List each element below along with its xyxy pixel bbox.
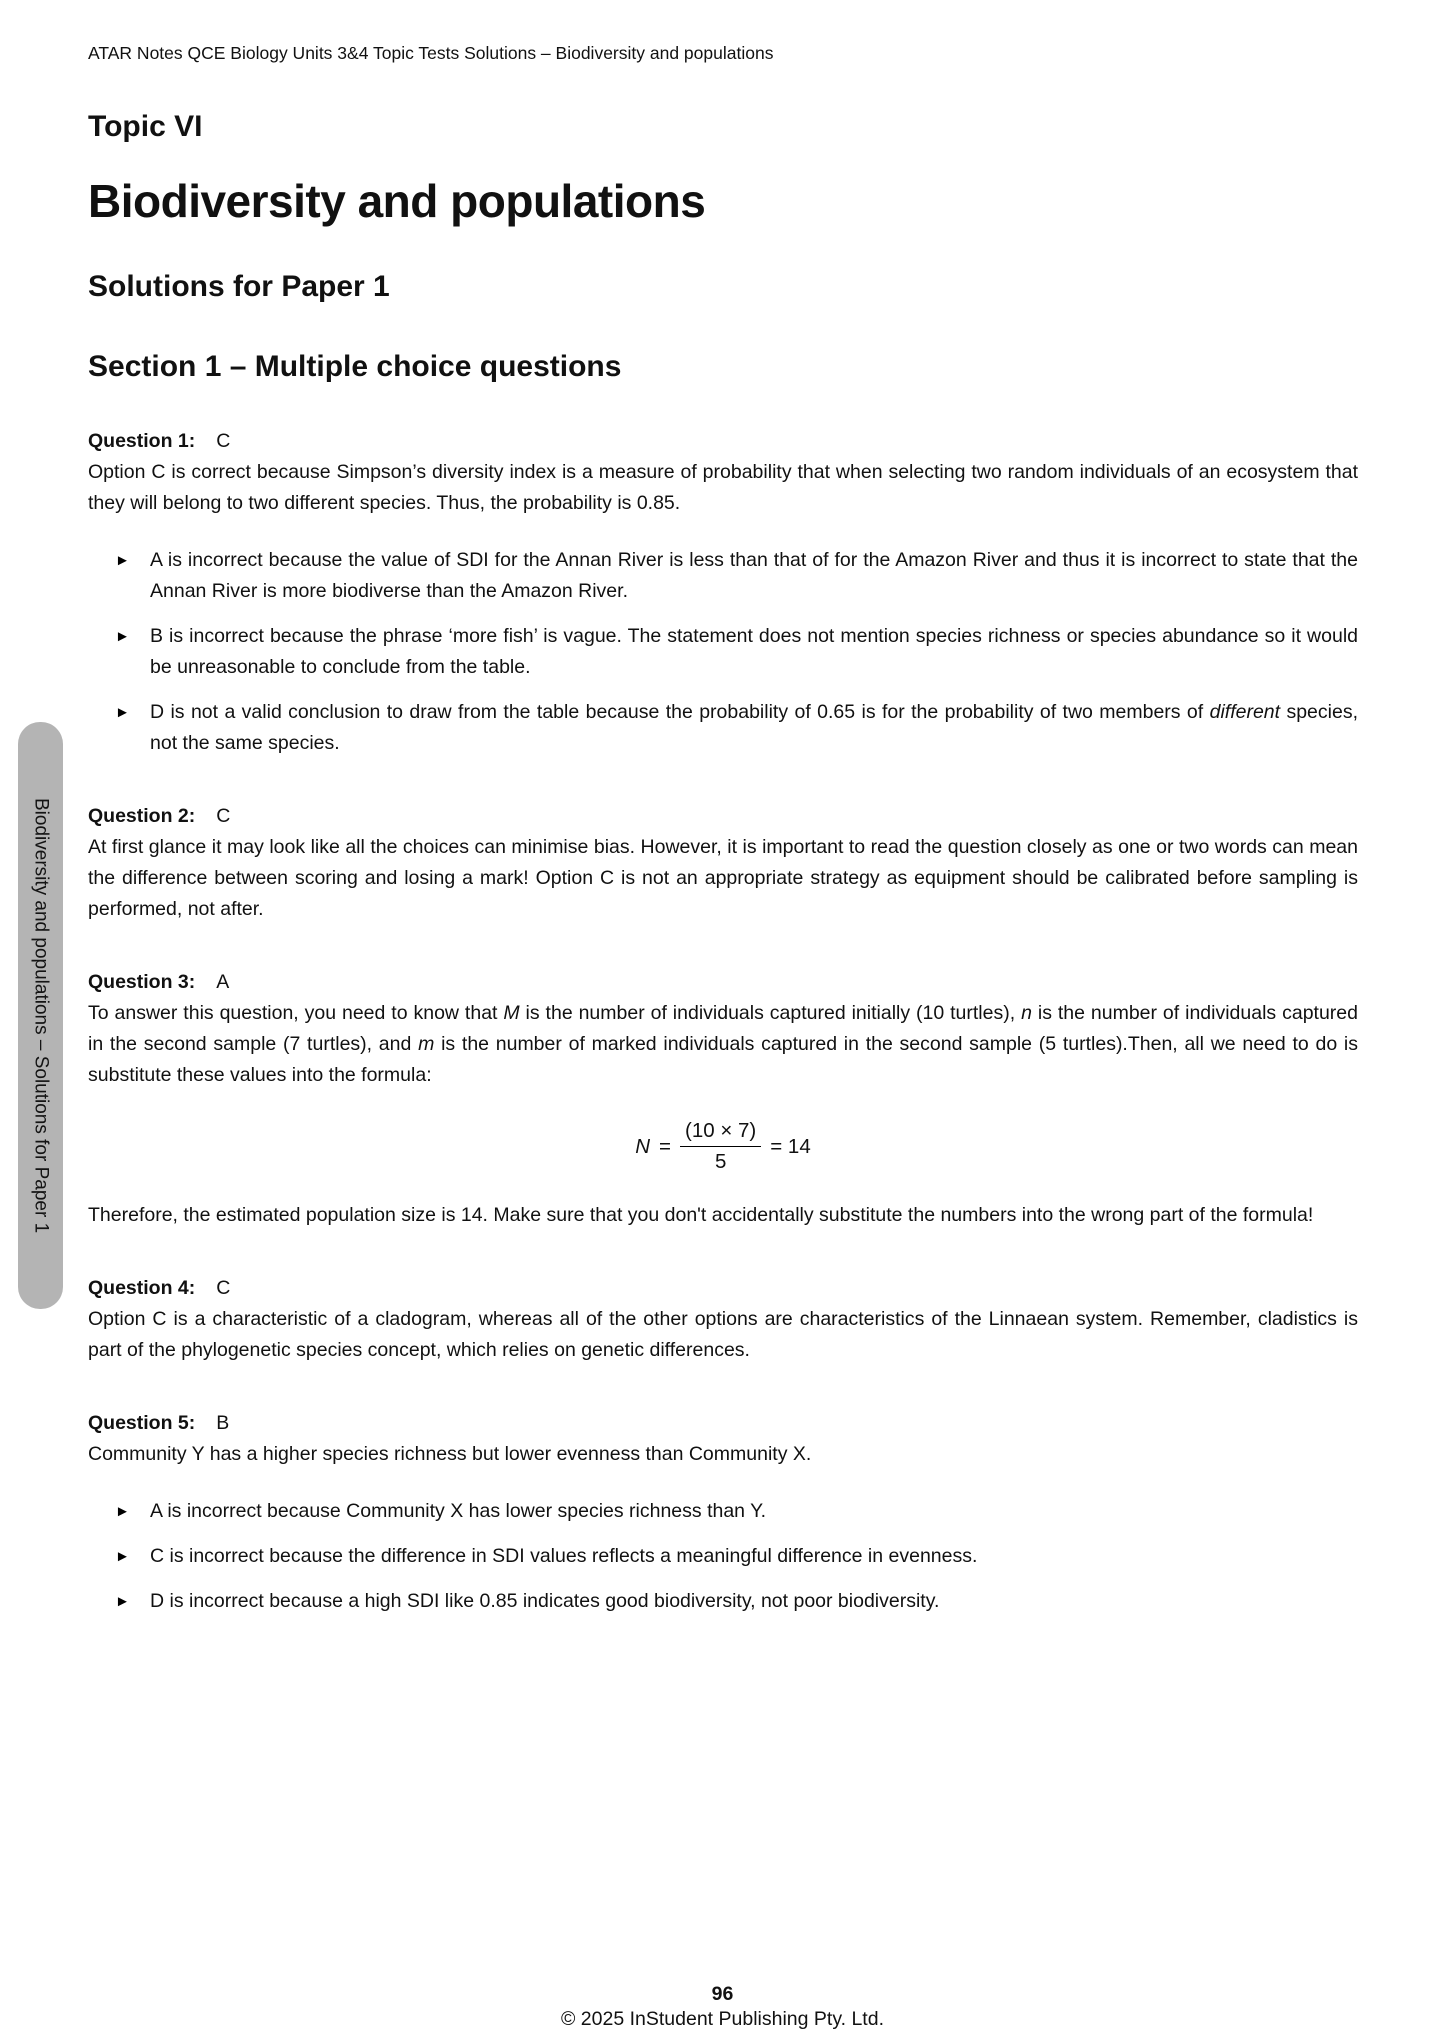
question-1-head: [88, 426, 1358, 457]
bullet-item: [115, 545, 1358, 607]
question-1: [88, 426, 1358, 759]
question-5-head: [88, 1408, 1358, 1439]
question-2-head: [88, 801, 1358, 832]
formula-numerator: (10 × 7): [680, 1119, 761, 1147]
copyright-line: © 2025 InStudent Publishing Pty. Ltd.: [561, 2008, 884, 2030]
bullet-triangle-icon: ►: [115, 704, 130, 721]
bullet-item: [115, 1496, 1358, 1527]
question-2: [88, 801, 1358, 925]
question-4-answer: C: [216, 1277, 231, 1299]
page-number: 96: [711, 1983, 734, 2005]
question-4: [88, 1273, 1358, 1366]
question-3-answer: A: [216, 971, 230, 993]
formula-equals: =: [659, 1134, 672, 1158]
question-1-answer: C: [216, 430, 231, 452]
question-5-label: Question 5:: [88, 1412, 196, 1434]
question-3-explanation: To answer this question, you need to know that M is the number of individuals captured initially (10 turtles), n is the number of individuals captured in the second sample (7 turtles), and m is the number of marked individuals captured in the second sample (5 turtles).Then, all we need to do is substitute these values into the formula:: [88, 1002, 1359, 1086]
question-5-answer: B: [216, 1412, 230, 1434]
bullet-text: A is incorrect because the value of SDI for the Annan River is less than that of for the Amazon River and thus it is incorrect to state that the Annan River is more biodiverse than the Amazon River.: [150, 549, 1358, 602]
question-1-label: Question 1:: [88, 430, 196, 452]
question-5-explanation: Community Y has a higher species richness but lower evenness than Community X.: [88, 1443, 812, 1465]
chapter-edge-tab-label: Biodiversity and populations – Solutions for Paper 1: [30, 797, 52, 1234]
question-5-bullets: [88, 1496, 1358, 1617]
question-4-explanation: Option C is a characteristic of a cladogram, whereas all of the other options are characteristics of the Linnaean system. Remember, cladistics is part of the phylogenetic species concept, which relies on genetic differences.: [88, 1308, 1358, 1361]
page-footer: [0, 1982, 1445, 2032]
formula-fraction: [680, 1119, 761, 1174]
page-content: [88, 0, 1358, 1617]
formula-variable: N: [635, 1134, 651, 1158]
topic-label: Topic VI: [88, 110, 203, 143]
bullet-triangle-icon: ►: [115, 1503, 130, 1520]
running-header: ATAR Notes QCE Biology Units 3&4 Topic Tests Solutions – Biodiversity and populations: [88, 43, 774, 63]
question-2-answer: C: [216, 805, 231, 827]
question-2-label: Question 2:: [88, 805, 196, 827]
question-4-head: [88, 1273, 1358, 1304]
question-3-label: Question 3:: [88, 971, 196, 993]
page-title: Biodiversity and populations: [88, 175, 706, 227]
bullet-triangle-icon: ►: [115, 552, 130, 569]
bullet-triangle-icon: ►: [115, 1548, 130, 1565]
question-1-explanation: Option C is correct because Simpson’s diversity index is a measure of probability that when selecting two random individuals of an ecosystem that they will belong to two different species. Thus, the probability is 0.85.: [88, 461, 1358, 514]
bullet-triangle-icon: ►: [115, 628, 130, 645]
question-1-bullets: [88, 545, 1358, 759]
bullet-text: A is incorrect because Community X has lower species richness than Y.: [150, 1500, 766, 1522]
question-2-explanation: At first glance it may look like all the choices can minimise bias. However, it is important to read the question closely as one or two words can mean the difference between scoring and losing a mark! Option C is not an appropriate strategy as equipment should be calibrated before sampling is performed, not after.: [88, 836, 1358, 920]
section-heading: Section 1 – Multiple choice questions: [88, 350, 622, 383]
formula-denominator: 5: [714, 1150, 727, 1173]
bullet-text: D is incorrect because a high SDI like 0.85 indicates good biodiversity, not poor biodiversity.: [150, 1590, 940, 1612]
bullet-text: B is incorrect because the phrase ‘more fish’ is vague. The statement does not mention species richness or species abundance so it would be unreasonable to conclude from the table.: [150, 625, 1358, 678]
bullet-item: [115, 1586, 1358, 1617]
question-3: [88, 967, 1358, 1231]
bullet-item: [115, 1541, 1358, 1572]
question-5: [88, 1408, 1358, 1617]
subtitle-solutions: Solutions for Paper 1: [88, 270, 390, 303]
question-3-head: [88, 967, 1358, 998]
bullet-item: [115, 697, 1358, 759]
chapter-edge-tab: [18, 722, 63, 1309]
question-3-conclusion: Therefore, the estimated population size is 14. Make sure that you don't accidentally substitute the numbers into the wrong part of the formula!: [88, 1204, 1314, 1226]
bullet-triangle-icon: ►: [115, 1593, 130, 1610]
bullet-item: [115, 621, 1358, 683]
question-4-label: Question 4:: [88, 1277, 196, 1299]
formula-result: = 14: [770, 1134, 811, 1158]
bullet-text: D is not a valid conclusion to draw from the table because the probability of 0.65 is for the probability of two members of different species, not the same species.: [150, 701, 1358, 754]
population-formula: [88, 1119, 1358, 1174]
bullet-text: C is incorrect because the difference in SDI values reflects a meaningful difference in evenness.: [150, 1545, 978, 1567]
